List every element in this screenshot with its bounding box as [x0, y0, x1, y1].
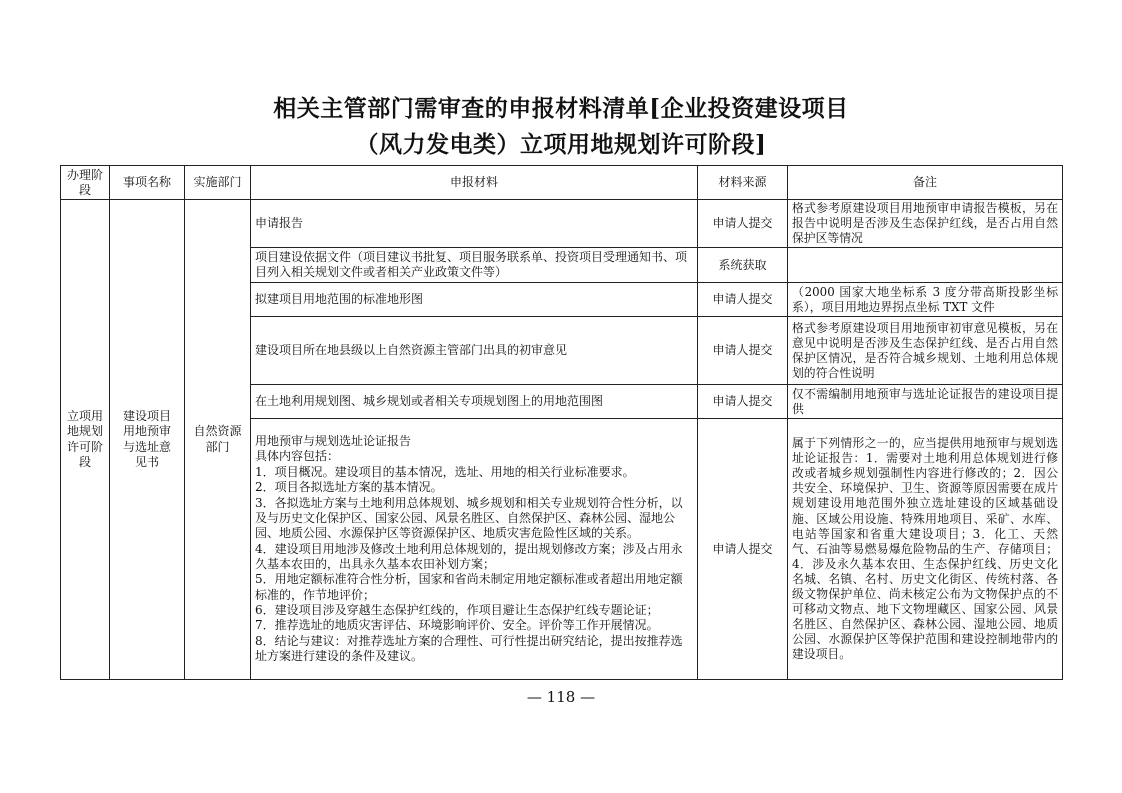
material-line: 2．项目各拟选址方案的基本情况。 — [255, 480, 443, 495]
material-line: 4．建设项目用地涉及修改土地利用总体规划的，提出规划修改方案；涉及占用永久基本农田的，出具永久基本农田补划方案； — [255, 541, 683, 571]
note-cell: 格式参考原建设项目用地预审申请报告模板，另在报告中说明是否涉及生态保护红线，是否占用自然保护区等情况 — [788, 200, 1063, 248]
material-cell: 拟建项目用地范围的标准地形图 — [251, 283, 698, 317]
material-line: 1．项目概况。建设项目的基本情况，选址、用地的相关行业标准要求。 — [255, 464, 635, 479]
material-line: 用地预审与规划选址论证报告 — [255, 434, 412, 449]
material-line: 具体内容包括： — [255, 449, 340, 464]
item-name-cell: 建设项目用地预审与选址意见书 — [110, 200, 185, 680]
note-cell: 格式参考原建设项目用地预审初审意见模板，另在意见中说明是否涉及生态保护红线、是否占用自然保护区情况，是否符合城乡规划、土地利用总体规划的符合性说明 — [788, 317, 1063, 385]
header-notes: 备注 — [788, 166, 1063, 200]
header-row — [61, 166, 1063, 200]
material-line: 5．用地定额标准符合性分析，国家和省尚未制定用地定额标准或者超出用地定额标准的，作节地评价； — [255, 572, 683, 602]
source-cell: 系统获取 — [698, 248, 788, 283]
material-line: 8．结论与建议：对推荐选址方案的合理性、可行性提出研究结论，提出按推荐选址方案进行建设的条件及建议。 — [255, 633, 683, 664]
note-cell: 仅不需编制用地预审与选址论证报告的建设项目提供 — [788, 385, 1063, 419]
source-cell: 申请人提交 — [698, 317, 788, 385]
header-item-name: 事项名称 — [110, 166, 185, 200]
document-title-line-2: （风力发电类）立项用地规划许可阶段] — [355, 131, 767, 158]
source-cell: 申请人提交 — [698, 283, 788, 317]
source-cell: 申请人提交 — [698, 200, 788, 248]
material-cell-detailed — [251, 419, 698, 680]
material-line: 6．建设项目涉及穿越生态保护红线的，作项目避让生态保护红线专题论证； — [255, 603, 659, 618]
header-materials: 申报材料 — [251, 166, 698, 200]
page-number: — 118 — — [526, 688, 596, 706]
source-cell: 申请人提交 — [698, 419, 788, 680]
source-cell: 申请人提交 — [698, 385, 788, 419]
material-cell: 在土地利用规划图、城乡规划或者相关专项规划图上的用地范围图 — [251, 385, 698, 419]
header-stage: 办理阶段 — [61, 166, 110, 200]
material-cell: 项目建设依据文件（项目建议书批复、项目服务联系单、投资项目受理通知书、项目列入相关规划文件或者相关产业政策文件等） — [251, 248, 698, 283]
header-source: 材料来源 — [698, 166, 788, 200]
note-cell — [788, 248, 1063, 283]
material-cell: 建设项目所在地县级以上自然资源主管部门出具的初审意见 — [251, 317, 698, 385]
stage-cell: 立项用地规划许可阶段 — [61, 200, 110, 680]
dept-cell: 自然资源部门 — [185, 200, 251, 680]
note-cell: （2000 国家大地坐标系 3 度分带高斯投影坐标系），项目用地边界拐点坐标 TXT 文件 — [788, 283, 1063, 317]
document-title-line-1: 相关主管部门需审查的申报材料清单[企业投资建设项目 — [273, 95, 849, 122]
material-line: 7．推荐选址的地质灾害评估、环境影响评价、安全。评价等工作开展情况。 — [255, 618, 659, 633]
material-line: 3．各拟选址方案与土地利用总体规划、城乡规划和相关专业规划符合性分析，以及与历史文化保护区、国家公园、风景名胜区、自然保护区、森林公园、湿地公园、地质公园、水源保护区等资源保护区、地质灾害危险性区域的关系。 — [255, 495, 683, 541]
note-cell: 属于下列情形之一的，应当提供用地预审与规划选址论证报告：1．需要对土地利用总体规划进行修改或者城乡规划强制性内容进行修改的；2．因公共安全、环境保护、卫生、资源等原因需要在成片规划建设用地范围外独立选址建设的区域基础设施、区域公用设施、特殊用地项目、采矿、水库、电站等国家和省重大建设项目；3．化工、天然气、石油等易燃易爆危险物品的生产、存储项目；4．涉及永久基本农田、生态保护红线、历史文化名城、名镇、名村、历史文化街区、传统村落、各级文物保护单位、尚未核定公布为文物保护点的不可移动文物点、地下文物埋藏区、国家公园、风景名胜区、自然保护区、森林公园、湿地公园、地质公园、水源保护区等保护范围和建设控制地带内的建设项目。 — [788, 419, 1063, 680]
materials-table — [60, 165, 1063, 680]
header-dept: 实施部门 — [185, 166, 251, 200]
material-cell: 申请报告 — [251, 200, 698, 248]
table-row — [61, 200, 1063, 248]
